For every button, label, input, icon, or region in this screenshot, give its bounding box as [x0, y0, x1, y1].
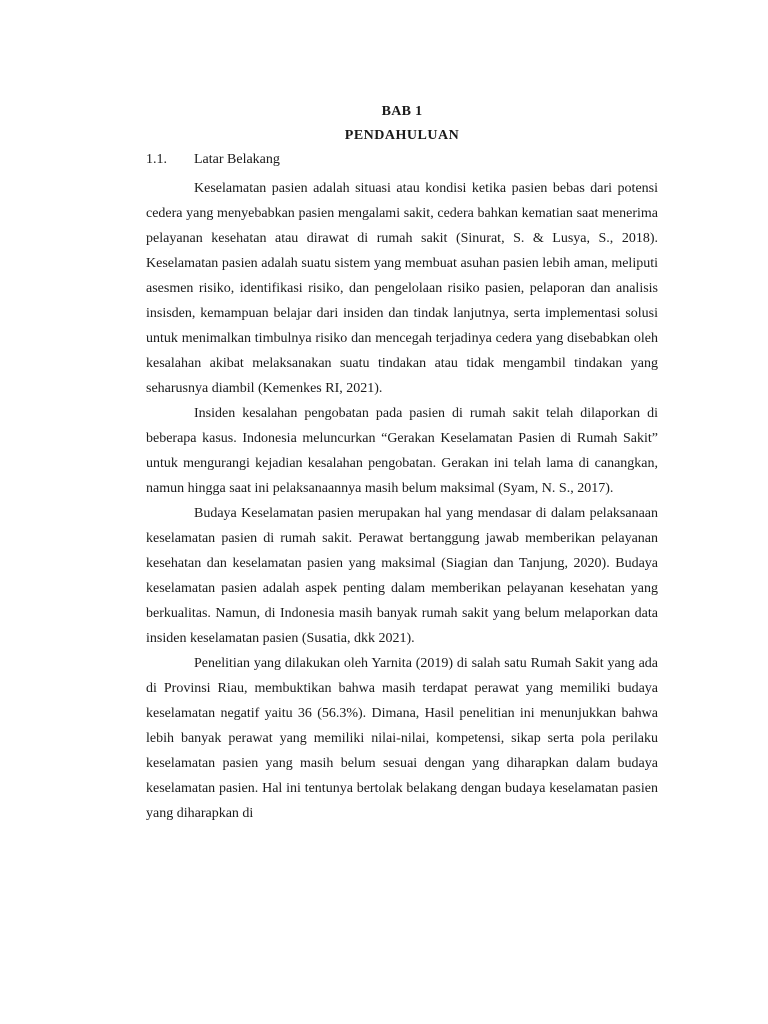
section-title: Latar Belakang: [194, 152, 280, 167]
document-page: [146, 0, 658, 1024]
chapter-title: PENDAHULUAN: [344, 128, 460, 143]
section-number: 1.1.: [146, 152, 167, 167]
body-text: [146, 176, 658, 826]
paragraph: Insiden kesalahan pengobatan pada pasien di rumah sakit telah dilaporkan di beberapa kasus. Indonesia meluncurkan “Gerakan Keselamatan Pasien di Rumah Sakit” untuk mengurangi kejadian kesalahan pengobatan. Gerakan ini telah lama di canangkan, namun hingga saat ini pelaksanaannya masih belum maksimal (Syam, N. S., 2017).: [146, 406, 658, 496]
section-heading: [146, 152, 658, 168]
chapter-number: BAB 1: [381, 104, 423, 119]
paragraph: Keselamatan pasien adalah situasi atau kondisi ketika pasien bebas dari potensi cedera yang menyebabkan pasien mengalami sakit, cedera bahkan kematian saat menerima pelayanan kesehatan atau dirawat di rumah sakit (Sinurat, S. & Lusya, S., 2018). Keselamatan pasien adalah suatu sistem yang membuat asuhan pasien lebih aman, meliputi asesmen risiko, identifikasi risiko, dan pengelolaan risiko pasien, pelaporan dan analisis insisden, kemampuan belajar dari insiden dan tindak lanjutnya, serta implementasi solusi untuk menimalkan timbulnya risiko dan mencegah terjadinya cedera yang disebabkan oleh kesalahan akibat melaksanakan suatu tindakan atau tidak mengambil tindakan yang seharusnya diambil (Kemenkes RI, 2021).: [146, 181, 658, 396]
paragraph: Penelitian yang dilakukan oleh Yarnita (2019) di salah satu Rumah Sakit yang ada di Provinsi Riau, membuktikan bahwa masih terdapat perawat yang memiliki budaya keselamatan negatif yaitu 36 (56.3%). Dimana, Hasil penelitian ini menunjukkan bahwa lebih banyak perawat yang memiliki nilai-nilai, kompetensi, sikap serta pola perilaku keselamatan pasien yang masih belum sesuai dengan yang diharapkan dalam budaya keselamatan pasien. Hal ini tentunya bertolak belakang dengan budaya keselamatan pasien yang diharapkan di: [146, 656, 658, 821]
paragraph: Budaya Keselamatan pasien merupakan hal yang mendasar di dalam pelaksanaan keselamatan pasien di rumah sakit. Perawat bertanggung jawab memberikan pelayanan kesehatan dan keselamatan pasien yang maksimal (Siagian dan Tanjung, 2020). Budaya keselamatan pasien adalah aspek penting dalam memberikan pelayanan kesehatan yang berkualitas. Namun, di Indonesia masih banyak rumah sakit yang belum melaporkan data insiden keselamatan pasien (Susatia, dkk 2021).: [146, 506, 658, 646]
